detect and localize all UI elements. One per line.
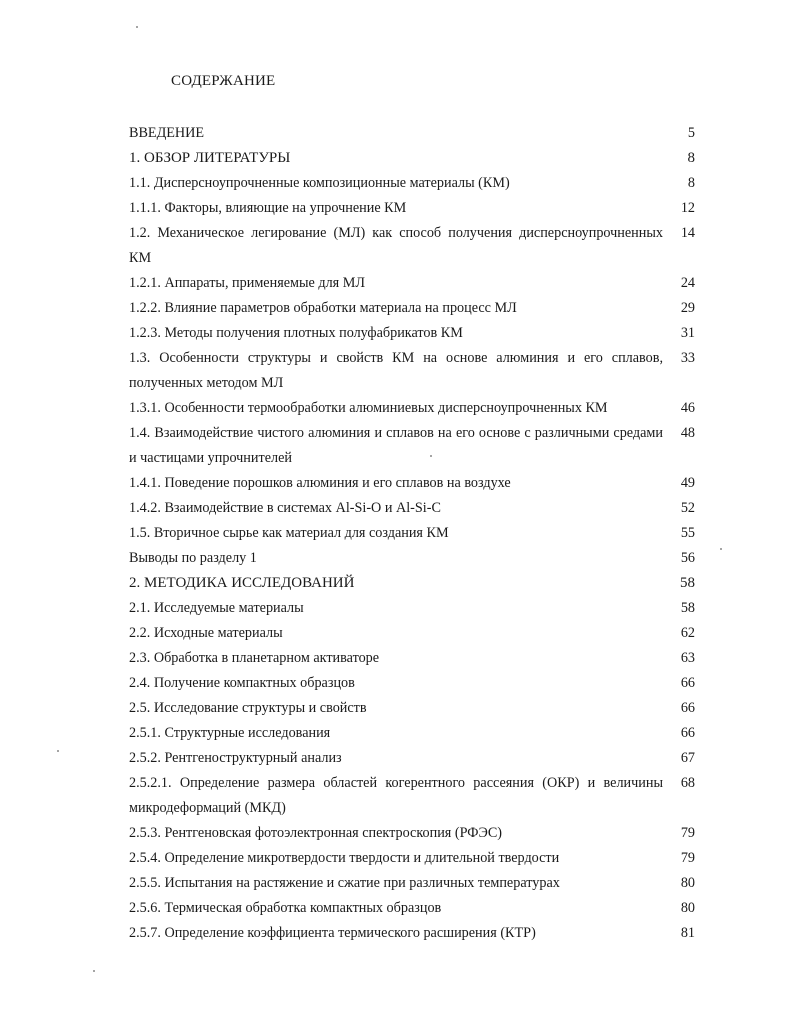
toc-entry xyxy=(129,696,695,721)
toc-entry xyxy=(129,121,695,146)
toc-entry-title: 1.4.1. Поведение порошков алюминия и его сплавов на воздухе xyxy=(129,475,511,491)
toc-entry-title: 1. ОБЗОР ЛИТЕРАТУРЫ xyxy=(129,150,291,166)
toc-entry-title: 1.2.1. Аппараты, применяемые для МЛ xyxy=(129,275,365,291)
toc-entry xyxy=(129,896,695,921)
toc-entry xyxy=(129,321,695,346)
page-title: СОДЕРЖАНИЕ xyxy=(171,73,276,89)
toc-entry-page: 80 xyxy=(680,900,695,916)
toc-entry-title: 2.4. Получение компактных образцов xyxy=(129,675,355,691)
toc-entry xyxy=(129,871,695,896)
toc-entry-title: 2.1. Исследуемые материалы xyxy=(129,600,304,616)
toc-entry-page: 58 xyxy=(680,575,695,591)
toc-entry-page: 63 xyxy=(680,650,695,666)
toc-entry xyxy=(129,396,695,421)
toc-entry xyxy=(129,771,695,821)
toc-entry-title: 2.5.1. Структурные исследования xyxy=(129,725,331,741)
toc-entry-page: 33 xyxy=(680,350,695,366)
toc-entry-title: 2.5.6. Термическая обработка компактных образцов xyxy=(129,900,442,916)
toc-entry-page: 79 xyxy=(680,825,695,841)
toc-entry xyxy=(129,221,695,271)
toc-entry-page: 56 xyxy=(680,550,695,566)
toc-entry xyxy=(129,921,695,946)
toc-entry xyxy=(129,196,695,221)
scan-speck xyxy=(720,548,722,550)
toc-entry xyxy=(129,146,695,171)
toc-entry xyxy=(129,546,695,571)
toc-entry xyxy=(129,296,695,321)
toc-entry-page: 5 xyxy=(687,125,695,141)
toc-entry-title: 1.3.1. Особенности термообработки алюминиевых дисперсноупрочненных КМ xyxy=(129,400,608,416)
toc-entry-title: 2.5.3. Рентгеновская фотоэлектронная спектроскопия (РФЭС) xyxy=(129,825,503,841)
toc-entry-page: 66 xyxy=(680,700,695,716)
toc-entry-page: 48 xyxy=(680,425,695,441)
toc-entry xyxy=(129,571,695,596)
toc-entry-page: 55 xyxy=(680,525,695,541)
toc-entry xyxy=(129,671,695,696)
toc-entry xyxy=(129,746,695,771)
toc-entry-title: 1.3. Особенности структуры и свойств КМ на основе алюминия и его сплавов, полученных методом МЛ xyxy=(129,350,663,391)
toc-entry-title: 2.5.7. Определение коэффициента термического расширения (КТР) xyxy=(129,925,536,941)
toc-entry-title: 1.4. Взаимодействие чистого алюминия и сплавов на его основе с различными средами и частицами упрочнителей xyxy=(129,425,663,466)
toc-entry-title: 1.1.1. Факторы, влияющие на упрочнение КМ xyxy=(129,200,407,216)
toc-entry-page: 80 xyxy=(680,875,695,891)
toc-entry-page: 81 xyxy=(680,925,695,941)
toc-entry-page: 46 xyxy=(680,400,695,416)
toc-entry-title: 2.2. Исходные материалы xyxy=(129,625,283,641)
scan-speck xyxy=(136,26,138,28)
toc-entry-page: 52 xyxy=(680,500,695,516)
toc-entry-page: 24 xyxy=(680,275,695,291)
toc-entry xyxy=(129,471,695,496)
toc-entry-page: 31 xyxy=(680,325,695,341)
toc-entry xyxy=(129,346,695,396)
toc-entry xyxy=(129,621,695,646)
toc-entry xyxy=(129,821,695,846)
toc-entry xyxy=(129,171,695,196)
toc-entry-page: 62 xyxy=(680,625,695,641)
toc-entry-page: 66 xyxy=(680,675,695,691)
toc-entry-title: 2.5.4. Определение микротвердости твердости и длительной твердости xyxy=(129,850,560,866)
toc-entry-title: ВВЕДЕНИЕ xyxy=(129,125,205,141)
toc-entry-page: 8 xyxy=(687,175,695,191)
toc-entry-page: 12 xyxy=(680,200,695,216)
toc-entry-title: 1.5. Вторичное сырье как материал для создания КМ xyxy=(129,525,449,541)
toc-entry xyxy=(129,596,695,621)
toc-entry-title: 2. МЕТОДИКА ИССЛЕДОВАНИЙ xyxy=(129,575,355,591)
toc-entry-title: 1.1. Дисперсноупрочненные композиционные материалы (КМ) xyxy=(129,175,510,191)
toc-entry xyxy=(129,421,695,471)
toc-entry xyxy=(129,846,695,871)
toc-entry xyxy=(129,271,695,296)
toc-entry-title: Выводы по разделу 1 xyxy=(129,550,257,566)
toc-entry xyxy=(129,721,695,746)
table-of-contents xyxy=(129,121,695,946)
toc-entry-page: 29 xyxy=(680,300,695,316)
toc-entry-title: 2.5.5. Испытания на растяжение и сжатие при различных температурах xyxy=(129,875,560,891)
toc-entry-page: 58 xyxy=(680,600,695,616)
toc-entry-title: 2.5. Исследование структуры и свойств xyxy=(129,700,367,716)
toc-entry-title: 1.2. Механическое легирование (МЛ) как способ получения дисперсноупрочненных КМ xyxy=(129,225,663,266)
toc-entry-page: 67 xyxy=(680,750,695,766)
toc-entry-page: 14 xyxy=(680,225,695,241)
toc-entry xyxy=(129,521,695,546)
toc-entry-title: 1.2.3. Методы получения плотных полуфабрикатов КМ xyxy=(129,325,463,341)
toc-entry xyxy=(129,646,695,671)
toc-entry-page: 68 xyxy=(680,775,695,791)
toc-entry-page: 8 xyxy=(687,150,695,166)
toc-entry-title: 1.2.2. Влияние параметров обработки материала на процесс МЛ xyxy=(129,300,517,316)
toc-entry-title: 2.5.2.1. Определение размера областей когерентного рассеяния (ОКР) и величины микродеформаций (МКД) xyxy=(129,775,663,816)
scan-speck xyxy=(57,750,59,752)
toc-entry-page: 66 xyxy=(680,725,695,741)
toc-entry xyxy=(129,496,695,521)
toc-entry-title: 2.5.2. Рентгеноструктурный анализ xyxy=(129,750,342,766)
toc-entry-title: 2.3. Обработка в планетарном активаторе xyxy=(129,650,380,666)
scan-speck xyxy=(93,970,95,972)
scan-speck xyxy=(430,455,432,457)
toc-entry-page: 79 xyxy=(680,850,695,866)
toc-entry-page: 49 xyxy=(680,475,695,491)
toc-entry-title: 1.4.2. Взаимодействие в системах Al-Si-O и Al-Si-C xyxy=(129,500,441,516)
